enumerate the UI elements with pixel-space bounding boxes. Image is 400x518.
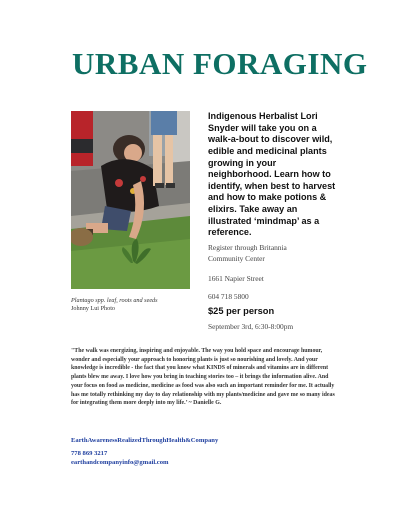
intro-text: Indigenous Herbalist Lori Snyder will take you on a walk-a-bout to discover wild, edible and medicinal plants growing in your neighborhood. Learn how to identify, when best to harvest and how to make potions & elixirs. Take away an illustrated ‘mindmap’ as a reference. xyxy=(208,111,336,238)
caption-species: Plantago spp. leaf, roots and seeds xyxy=(71,297,158,304)
event-date: September 3rd, 6:30-8:00pm xyxy=(208,322,294,331)
caption-credit: Johnny Lui Photo xyxy=(71,305,116,313)
organization-name: EarthAwarenessRealizedThroughHealth&Company xyxy=(71,437,219,444)
venue-phone: 604 718 5800 xyxy=(208,292,249,301)
photo-caption xyxy=(71,297,158,314)
price: $25 per person xyxy=(208,306,275,316)
flyer-title: URBAN FORAGING xyxy=(72,46,368,81)
contact-phone: 778 869 3217 xyxy=(71,450,108,457)
address: 1661 Napier Street xyxy=(208,274,264,283)
foraging-photo xyxy=(71,111,190,289)
contact-email[interactable]: earthandcompanyinfo@gmail.com xyxy=(71,459,169,466)
testimonial-quote: "The walk was energizing, inspiring and enjoyable. The way you hold space and encourage humour, wonder and especially your approach to honoring plants is just so nourishing and lovely. And your knowledge is incredible - the fact that you know what KINDS of minerals and vitamins are in different plants blew me away. I love how you bring in teaching stories too – it brings the information alive. And your focus on food as medicine, medicine as food was also such an important reminder for me. It actually has me totally rethinking my day to day relationship with my plants/medicine and gave me so many ideas for integrating them more deeply into my life.’ ~ Danielle G. xyxy=(71,348,335,407)
register-info: Register through Britannia Community Center xyxy=(208,243,287,264)
